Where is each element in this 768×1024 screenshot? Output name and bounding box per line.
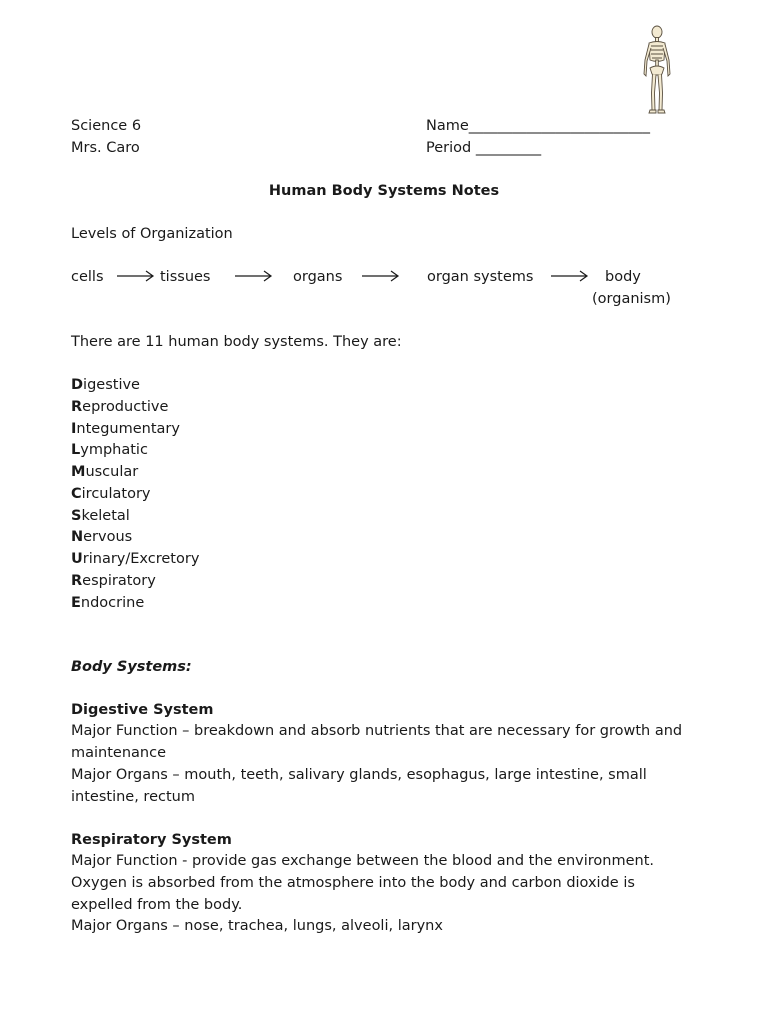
list-item-initial: C [71,485,82,502]
systems-list [71,375,199,614]
list-item-rest: ervous [83,529,133,546]
skeleton-icon [640,24,674,120]
list-item-initial: U [71,551,83,567]
body-systems-heading: Body Systems: [71,659,192,675]
levels-heading: Levels of Organization [71,226,233,242]
digestive-heading: Digestive System [71,702,214,718]
list-item-rest: keletal [81,507,130,524]
level-body-note: (organism) [592,291,671,307]
level-tissues: tissues [160,269,211,285]
list-item [71,375,199,397]
list-item [71,506,199,528]
list-item-rest: rinary/Excretory [82,551,200,567]
name-field: Name_________________________ [426,118,651,134]
list-item-initial: S [71,507,82,524]
list-item [71,484,199,506]
list-item-rest: ymphatic [80,442,148,459]
systems-intro: There are 11 human body systems. They are: [71,334,402,350]
list-item-initial: R [71,398,83,415]
list-item [71,527,199,549]
list-item-rest: uscular [85,464,139,480]
right-arrow-icon [117,270,155,282]
right-arrow-icon [235,270,273,282]
respiratory-heading: Respiratory System [71,832,232,848]
list-item-rest: irculatory [81,485,151,502]
list-item [71,462,199,484]
teacher-label: Mrs. Caro [71,140,140,156]
list-item-initial: E [71,594,81,611]
list-item-rest: ntegumentary [76,420,180,437]
list-item-rest: eproductive [82,398,169,415]
list-item-initial: D [71,377,84,393]
list-item-initial: N [71,529,84,546]
list-item-initial: I [71,420,77,437]
level-organ-systems: organ systems [427,269,534,285]
level-cells: cells [71,269,104,285]
list-item-initial: R [71,572,83,589]
list-item-initial: M [71,464,86,480]
list-item-rest: igestive [83,377,140,393]
level-body: body [605,269,641,285]
period-field: Period _________ [426,140,542,156]
respiratory-organs: Major Organs – nose, trachea, lungs, alveoli, larynx [71,918,443,934]
list-item [71,419,199,441]
right-arrow-icon [551,270,589,282]
digestive-organs: Major Organs – mouth, teeth, salivary glands, esophagus, large intestine, small intestine, rectum [71,767,647,805]
respiratory-function: Major Function - provide gas exchange between the blood and the environment. Oxygen is absorbed from the atmosphere into the body and carbon dioxide is expelled from the body. [71,853,655,913]
list-item-rest: ndocrine [80,594,145,611]
right-arrow-icon [362,270,400,282]
list-item [71,571,199,593]
list-item [71,397,199,419]
course-label: Science 6 [71,118,142,134]
list-item [71,440,199,462]
list-item [71,593,199,615]
digestive-function: Major Function – breakdown and absorb nutrients that are necessary for growth and maintenance [71,723,683,761]
level-organs: organs [293,269,343,285]
list-item-initial: L [71,442,81,459]
page-title: Human Body Systems Notes [268,183,500,199]
list-item-rest: espiratory [82,572,156,589]
list-item [71,549,199,571]
